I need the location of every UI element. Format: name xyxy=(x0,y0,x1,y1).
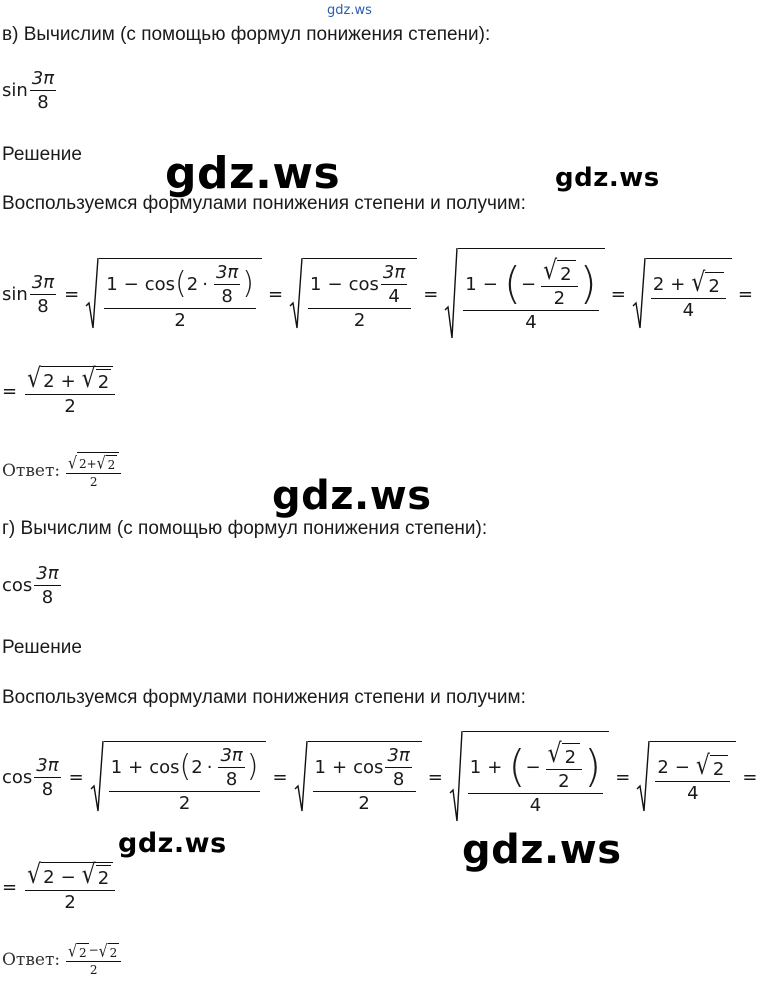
fraction xyxy=(25,862,115,913)
sqrt xyxy=(541,255,577,286)
fraction xyxy=(30,272,56,317)
minus-sign: − xyxy=(327,273,343,295)
left-paren: ( xyxy=(503,258,521,309)
sqrt xyxy=(81,860,111,891)
watermark: gdz.ws xyxy=(462,827,622,873)
denominator: 8 xyxy=(218,767,244,790)
plus-sign: + xyxy=(60,370,76,392)
radicand: 2 xyxy=(705,272,723,297)
radical-sign: √ xyxy=(98,942,108,962)
watermark-top: gdz.ws xyxy=(327,3,372,18)
equals-sign: = xyxy=(272,766,288,788)
radicand xyxy=(77,452,119,472)
number: 2 xyxy=(43,370,55,392)
fraction xyxy=(308,262,411,331)
radicand xyxy=(99,258,262,331)
equals-sign: = xyxy=(267,283,284,305)
fraction xyxy=(66,943,121,977)
denominator: 8 xyxy=(34,777,60,800)
numerator xyxy=(468,738,603,793)
numerator xyxy=(104,262,256,308)
sqrt xyxy=(66,943,121,961)
equation-line-g xyxy=(2,731,763,823)
radical-sign: √ xyxy=(695,750,710,781)
numerator xyxy=(308,262,411,308)
number: 1 xyxy=(465,273,477,295)
answer-g xyxy=(2,943,123,977)
radical-sign: √ xyxy=(547,738,562,769)
answer-label: Ответ: xyxy=(2,460,61,481)
part-v-expression xyxy=(2,68,58,113)
radicand xyxy=(303,258,417,331)
cos-function: cos xyxy=(2,766,33,788)
numerator: 3π xyxy=(36,754,59,776)
left-paren: ( xyxy=(179,749,192,784)
fraction xyxy=(25,366,115,417)
denominator: 4 xyxy=(381,284,407,307)
radical xyxy=(632,258,732,330)
left-paren: ( xyxy=(508,741,526,792)
fraction xyxy=(66,452,121,489)
radicand: 2 xyxy=(557,260,575,285)
cos-function: cos xyxy=(353,756,384,778)
fraction xyxy=(381,262,407,307)
fraction xyxy=(655,750,730,804)
solution-intro: Воспользуемся формулами понижения степени и получим: xyxy=(2,687,526,708)
numerator: 3π xyxy=(220,744,243,766)
denominator: 2 xyxy=(25,890,115,913)
radicand: 2 xyxy=(106,455,118,472)
numerator: 3π xyxy=(31,68,55,89)
radicand xyxy=(104,741,267,814)
sqrt xyxy=(99,943,120,960)
right-paren: ) xyxy=(242,266,254,301)
radical-sign: √ xyxy=(27,860,42,891)
numerator xyxy=(109,745,261,791)
number: 2 xyxy=(79,456,87,471)
radical-sign: √ xyxy=(81,364,96,395)
right-paren: ) xyxy=(584,741,602,792)
equals-sign: = xyxy=(423,283,439,305)
watermark: gdz.ws xyxy=(555,163,660,193)
fraction xyxy=(385,745,411,790)
radical-sign xyxy=(289,258,303,330)
radical-sign: √ xyxy=(27,364,42,395)
fraction xyxy=(30,68,56,113)
part-g-heading: г) Вычислим (с помощью формул понижения степени): xyxy=(2,518,488,539)
radicand: 2 xyxy=(96,865,111,889)
number: 1 xyxy=(310,273,322,295)
radical-sign: √ xyxy=(543,255,558,286)
denominator: 2 xyxy=(308,308,411,331)
denominator: 8 xyxy=(214,284,240,307)
radicand xyxy=(463,731,609,823)
fraction xyxy=(218,745,244,790)
number: 1 xyxy=(110,756,123,778)
radical-sign xyxy=(449,731,463,823)
number: 2 xyxy=(657,756,669,778)
numerator: 3π xyxy=(215,261,239,283)
part-v-heading: в) Вычислим (с помощью формул понижения степени): xyxy=(2,24,491,45)
radical-sign: √ xyxy=(68,942,78,962)
radical-sign xyxy=(90,741,104,813)
sqrt xyxy=(546,738,582,769)
radicand xyxy=(308,741,422,814)
radical-sign xyxy=(294,741,308,813)
fraction xyxy=(651,267,726,321)
solution-label: Решение xyxy=(2,144,82,165)
watermark: gdz.ws xyxy=(272,473,432,519)
fraction xyxy=(214,262,240,307)
part-g-expression xyxy=(2,563,63,608)
fraction xyxy=(34,755,60,800)
plus-sign: + xyxy=(487,756,503,778)
number: 1 xyxy=(469,756,482,778)
number: 2 xyxy=(43,866,55,888)
numerator xyxy=(313,745,416,791)
cos-function: cos xyxy=(144,273,176,295)
radicand xyxy=(41,862,113,889)
denominator: 4 xyxy=(463,310,598,333)
radical-sign xyxy=(636,741,650,813)
radicand xyxy=(41,366,113,393)
radical-sign xyxy=(632,258,646,330)
radicand xyxy=(458,248,604,340)
denominator: 8 xyxy=(34,585,60,608)
radical xyxy=(90,741,267,814)
equals-sign: = xyxy=(68,766,84,788)
fraction xyxy=(546,738,582,792)
radical-sign: √ xyxy=(68,454,78,474)
solution-label: Решение xyxy=(2,637,82,658)
number: 1 xyxy=(106,273,118,295)
minus-sign: − xyxy=(674,756,690,778)
numerator xyxy=(655,750,730,781)
denominator: 2 xyxy=(313,791,416,814)
radicand: 2 xyxy=(562,743,580,768)
numerator: 3π xyxy=(387,744,410,766)
sqrt xyxy=(25,366,115,394)
number: 2 xyxy=(186,273,199,295)
watermark: gdz.ws xyxy=(165,148,341,199)
fraction xyxy=(541,255,577,309)
number: 1 xyxy=(314,756,326,778)
numerator: 3π xyxy=(31,271,55,293)
denominator: 2 xyxy=(66,961,121,977)
minus-sign: − xyxy=(482,273,498,295)
denominator: 8 xyxy=(30,90,56,113)
radical-sign xyxy=(444,248,458,340)
minus-sign: − xyxy=(521,273,537,295)
sqrt xyxy=(81,364,111,395)
cos-function: cos xyxy=(149,756,180,778)
radical xyxy=(444,248,604,340)
dot-operator: · xyxy=(206,756,213,778)
radical-sign xyxy=(85,258,99,330)
fraction xyxy=(463,255,598,333)
radical-sign: √ xyxy=(96,454,106,474)
equals-sign: = xyxy=(427,766,443,788)
denominator: 2 xyxy=(109,791,261,814)
watermark: gdz.ws xyxy=(118,828,227,859)
denominator: 2 xyxy=(546,769,582,792)
answer-label: Ответ: xyxy=(2,950,61,970)
denominator: 2 xyxy=(104,308,256,331)
denominator: 4 xyxy=(468,793,603,816)
left-paren: ( xyxy=(175,266,187,301)
plus-sign: + xyxy=(670,273,686,295)
radicand: 2 xyxy=(96,369,111,393)
fraction xyxy=(34,563,60,608)
minus-sign: − xyxy=(123,273,139,295)
number: 2 xyxy=(191,756,203,778)
fraction xyxy=(109,745,261,814)
radical xyxy=(289,258,417,331)
radical-sign: √ xyxy=(81,860,96,891)
numerator: 3π xyxy=(382,261,406,283)
equals-sign: = xyxy=(2,877,18,898)
radicand: 2 xyxy=(108,943,120,960)
denominator: 2 xyxy=(25,394,115,417)
radicand xyxy=(650,741,736,813)
numerator: 3π xyxy=(36,563,59,584)
right-paren: ) xyxy=(579,258,597,309)
dot-operator: · xyxy=(202,273,208,295)
radicand xyxy=(646,258,732,330)
equation-continuation-v xyxy=(2,366,117,417)
radicand: 2 xyxy=(710,755,728,780)
sqrt xyxy=(97,455,118,472)
equals-sign: = xyxy=(615,766,631,788)
equation-line-v xyxy=(2,248,759,340)
denominator: 2 xyxy=(541,286,577,309)
denominator: 8 xyxy=(30,294,56,317)
sin-function: sin xyxy=(2,283,28,305)
radicand: 2 xyxy=(77,943,89,960)
minus-sign: − xyxy=(88,943,99,957)
denominator: 2 xyxy=(66,473,121,489)
denominator: 4 xyxy=(651,298,726,321)
radical xyxy=(294,741,422,814)
right-paren: ) xyxy=(246,749,259,784)
sin-function: sin xyxy=(2,80,28,101)
cos-function: cos xyxy=(348,273,379,295)
minus-sign: − xyxy=(525,756,541,778)
plus-sign: + xyxy=(86,456,97,471)
plus-sign: + xyxy=(332,756,348,778)
solution-intro: Воспользуемся формулами понижения степени и получим: xyxy=(2,193,526,214)
fraction xyxy=(313,745,416,814)
fraction xyxy=(104,262,256,331)
plus-sign: + xyxy=(128,756,144,778)
equals-sign: = xyxy=(2,381,18,402)
sqrt xyxy=(695,750,728,781)
numerator xyxy=(463,255,598,310)
radical-sign: √ xyxy=(691,267,706,298)
sqrt xyxy=(691,267,723,298)
sqrt xyxy=(25,862,115,890)
equals-sign: = xyxy=(610,283,626,305)
radical xyxy=(636,741,736,813)
denominator: 8 xyxy=(385,767,411,790)
equals-sign: = xyxy=(64,283,80,305)
equation-continuation-g xyxy=(2,862,117,913)
number: 2 xyxy=(652,273,665,295)
equals-sign: = xyxy=(737,283,753,305)
equals-sign: = xyxy=(742,766,758,788)
answer-v xyxy=(2,452,123,489)
radical xyxy=(449,731,609,823)
minus-sign: − xyxy=(60,866,76,888)
sqrt xyxy=(66,452,121,473)
radical xyxy=(85,258,262,331)
cos-function: cos xyxy=(2,575,33,596)
denominator: 4 xyxy=(655,781,730,804)
numerator xyxy=(651,267,726,298)
fraction xyxy=(468,738,603,816)
